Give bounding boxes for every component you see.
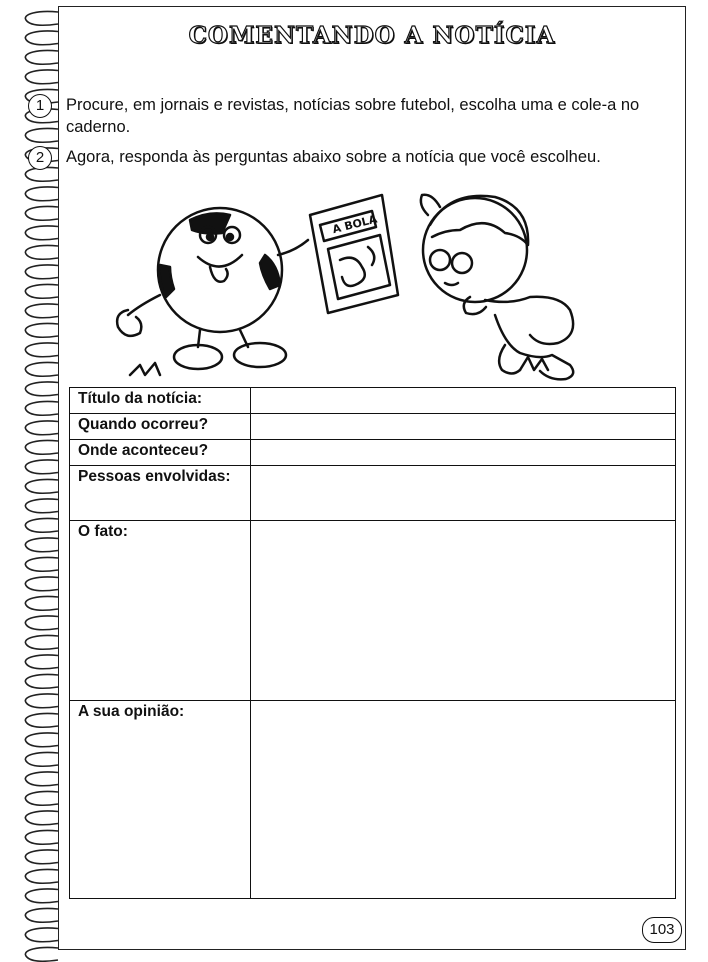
form-field-when[interactable] [251,414,676,440]
spiral-loop [25,518,58,532]
spiral-loop [25,401,58,415]
spiral-loop [25,869,58,883]
form-field-opinion[interactable] [251,701,676,899]
spiral-loop [25,382,58,396]
spiral-loop [25,265,58,279]
spiral-loop [25,596,58,610]
spiral-loop [25,850,58,864]
spiral-loop [25,889,58,903]
form-row [70,701,676,899]
instruction-1: Procure, em jornais e revistas, notícias sobre futebol, escolha uma e cole-a no caderno. [66,96,640,136]
spiral-loop [25,616,58,630]
instruction-number-2: 2 [28,146,52,170]
form-label-when: Quando ocorreu? [70,414,251,440]
spiral-loop [25,421,58,435]
form-label-fact: O fato: [70,521,251,701]
spiral-loop [25,830,58,844]
spiral-loop [25,674,58,688]
form-field-fact[interactable] [251,521,676,701]
form-label-opinion: A sua opinião: [70,701,251,899]
page-title: COMENTANDO A NOTÍCIA [188,22,556,49]
spiral-loop [25,11,58,25]
form-row [70,388,676,414]
spiral-loop [25,226,58,240]
form-row [70,466,676,521]
spiral-loop [25,635,58,649]
spiral-loop [25,772,58,786]
spiral-binding [0,0,60,962]
spiral-loop [25,460,58,474]
spiral-loop [25,304,58,318]
form-row [70,414,676,440]
form-field-title[interactable] [251,388,676,414]
spiral-loop [25,343,58,357]
spiral-loop [25,499,58,513]
spiral-loop [25,538,58,552]
spiral-loop [25,694,58,708]
spiral-loop [25,245,58,259]
spiral-loop [25,362,58,376]
spiral-loop [25,928,58,942]
spiral-loop [25,206,58,220]
form-label-title: Título da notícia: [70,388,251,414]
spiral-loop [25,908,58,922]
spiral-loop [25,811,58,825]
spiral-loop [25,752,58,766]
form-label-where: Onde aconteceu? [70,440,251,466]
spiral-loop [25,947,58,961]
spiral-loop [25,187,58,201]
form-field-people[interactable] [251,466,676,521]
page-number: 103 [642,917,682,943]
spiral-loop [25,50,58,64]
newspaper-title: A BOLA [331,212,379,237]
spiral-loop [25,655,58,669]
news-form [69,387,676,899]
spiral-loop [25,128,58,142]
spiral-loop [25,440,58,454]
spiral-loop [25,713,58,727]
illustration [100,185,620,385]
form-row [70,521,676,701]
spiral-loop [25,284,58,298]
form-field-where[interactable] [251,440,676,466]
spiral-loop [25,479,58,493]
spiral-loop [25,733,58,747]
spiral-loop [25,323,58,337]
form-label-people: Pessoas envolvidas: [70,466,251,521]
spiral-loop [25,791,58,805]
spiral-loop [25,31,58,45]
instruction-number-1: 1 [28,94,52,118]
spiral-loop [25,70,58,84]
instruction-2: Agora, responda às perguntas abaixo sobre a notícia que você escolheu. [66,148,601,166]
spiral-loop [25,577,58,591]
form-row [70,440,676,466]
spiral-loop [25,557,58,571]
